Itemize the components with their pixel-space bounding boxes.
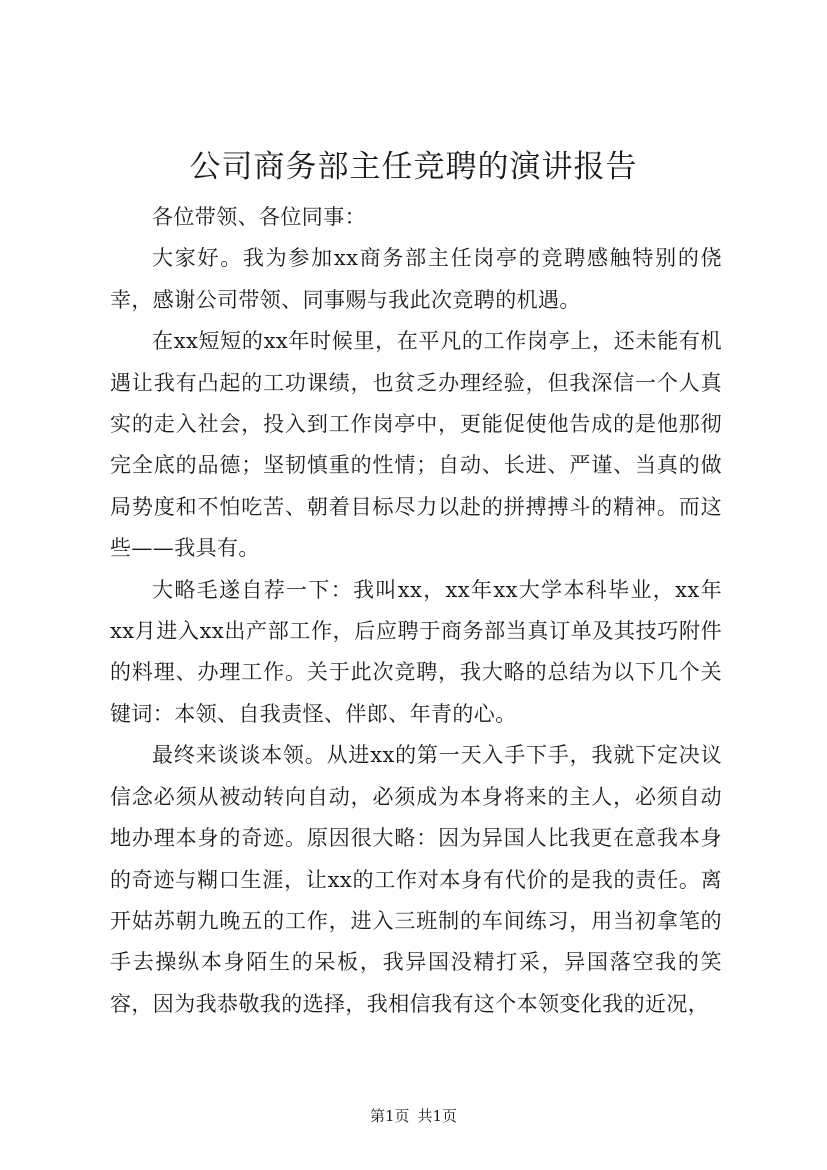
paragraph-greeting: 大家好。我为参加xx商务部主任岗亭的竞聘感触特别的侥幸，感谢公司带领、同事赐与我此次竞聘的机遇。	[110, 246, 722, 312]
document-body	[110, 197, 722, 1025]
document-title: 公司商务部主任竞聘的演讲报告	[189, 149, 638, 185]
paragraph-salutation: 各位带领、各位同事：	[152, 205, 366, 229]
page-footer	[0, 1104, 827, 1128]
page-number: 第1页	[369, 1107, 410, 1125]
paragraph-experience: 在xx短短的xx年时候里，在平凡的工作岗亭上，还未能有机遇让我有凸起的工功课绩，也贫乏办理经验，但我深信一个人真实的走入社会，投入到工作岗亭中，更能促使他告成的是他那彻完全底的品德；坚韧慎重的性情；自动、长进、严谨、当真的做局势度和不怕吃苦、朝着目标尽力以赴的拼搏搏斗的精神。而这些——我具有。	[110, 329, 722, 561]
paragraph-introduction: 大略毛遂自荐一下：我叫xx，xx年xx大学本科毕业，xx年xx月进入xx出产部工作，后应聘于商务部当真订单及其技巧附件的料理、办理工作。关于此次竞聘，我大略的总结为以下几个关键词：本领、自我责怪、伴郎、年青的心。	[110, 577, 722, 726]
paragraph-ability: 最终来谈谈本领。从进xx的第一天入手下手，我就下定决议信念必须从被动转向自动，必须成为本身将来的主人，必须自动地办理本身的奇迹。原因很大略：因为异国人比我更在意我本身的奇迹与糊口生涯，让xx的工作对本身有代价的是我的责任。离开姑苏朝九晚五的工作，进入三班制的车间练习，用当初拿笔的手去操纵本身陌生的呆板，我异国没精打采，异国落空我的笑容，因为我恭敬我的选择，我相信我有这个本领变化我的近况，	[110, 743, 722, 1016]
page-total: 共1页	[417, 1107, 458, 1125]
